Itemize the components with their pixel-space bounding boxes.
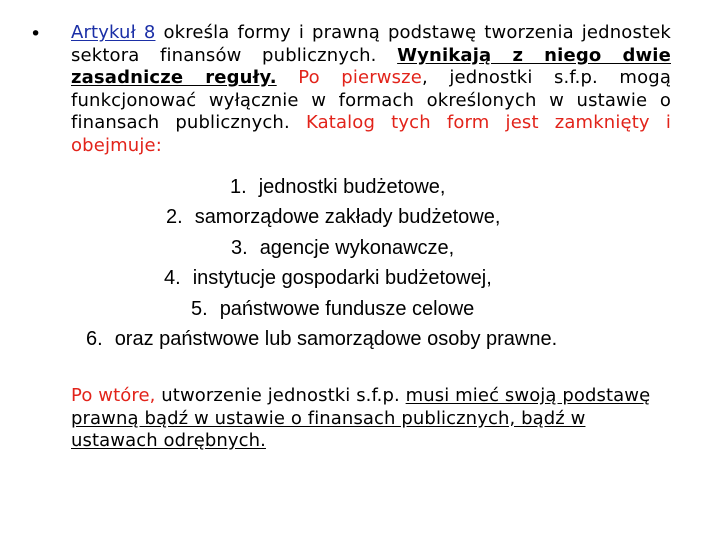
list-item-number: 3.	[231, 237, 248, 259]
intro-paragraph	[71, 22, 671, 157]
list-item-number: 5.	[191, 298, 208, 320]
first-rule-label: Po pierwsze	[298, 67, 422, 88]
list-item-number: 2.	[166, 206, 183, 228]
list-item-text: agencje wykonawcze,	[259, 237, 455, 259]
list-item-text: instytucje gospodarki budżetowej,	[192, 267, 492, 289]
second-rule-requirement: musi mieć swoją podstawę prawną bądź w ustawie o finansach publicznych, bądź w ustawach odrębnych.	[71, 385, 651, 451]
list-item	[164, 263, 492, 294]
second-rule-paragraph	[71, 385, 671, 453]
second-rule-label: Po wtóre,	[71, 385, 156, 406]
list-item	[230, 172, 445, 203]
list-item-text: samorządowe zakłady budżetowe,	[194, 206, 501, 228]
second-rule-text: utworzenie jednostki s.f.p.	[155, 385, 406, 406]
list-item-text: oraz państwowe lub samorządowe osoby prawne.	[114, 328, 558, 350]
list-item	[86, 324, 557, 355]
list-item-number: 6.	[86, 328, 103, 350]
article-link[interactable]: Artykuł 8	[71, 22, 156, 43]
intro-text-3: , jednostki s.f.p. mogą funkcjonować wyłącznie w formach określonych w ustawie o finansach publicznych.	[71, 67, 672, 133]
list-item	[166, 202, 500, 233]
list-item-number: 1.	[230, 176, 247, 198]
list-item	[191, 294, 474, 325]
catalog-statement: Katalog tych form jest zamknięty i obejmuje:	[71, 112, 671, 156]
intro-spacer	[277, 67, 299, 88]
list-item	[231, 233, 454, 264]
rules-heading: Wynikają z niego dwie zasadnicze reguły.	[71, 44, 671, 88]
list-item-text: państwowe fundusze celowe	[219, 298, 475, 320]
bullet-marker: •	[30, 23, 42, 45]
list-item-number: 4.	[164, 267, 181, 289]
list-item-text: jednostki budżetowe,	[258, 176, 446, 198]
intro-text-1: określa formy i prawną podstawę tworzenia jednostek sektora finansów publicznych.	[71, 22, 671, 66]
